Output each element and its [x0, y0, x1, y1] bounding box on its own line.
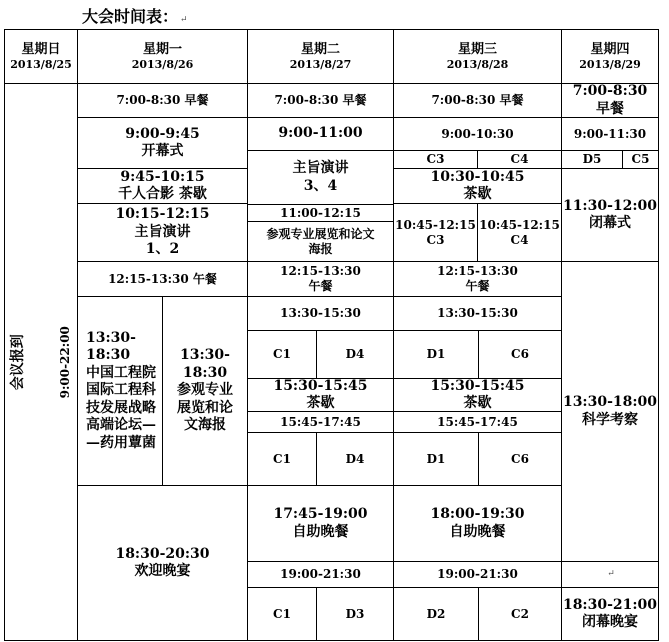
header-monday: 星期一 2013/8/26: [77, 29, 248, 84]
tuesday-buffet-dinner: 17:45-19:00 自助晚餐: [247, 485, 394, 562]
thursday-breakfast: 7:00-8:30 早餐: [561, 83, 659, 118]
wednesday-session3-d1: D1: [393, 330, 479, 379]
monday-exhibition: 13:30-18:30 参观专业 展览和论 文海报: [162, 296, 248, 486]
wednesday-session1-c3: C3: [393, 150, 478, 169]
tuesday-session1-d4: D4: [316, 330, 394, 379]
thursday-empty-slot: ↵: [561, 561, 659, 588]
wednesday-session1-c4: C4: [477, 150, 562, 169]
monday-lunch: 12:15-13:30 午餐: [77, 261, 248, 297]
wednesday-session4-d1: D1: [393, 432, 479, 486]
wednesday-buffet-dinner: 18:00-19:30 自助晚餐: [393, 485, 562, 562]
wednesday-session5-d2: D2: [393, 587, 479, 641]
wednesday-session4-c6: C6: [478, 432, 562, 486]
tuesday-session2-d4: D4: [316, 432, 394, 486]
tuesday-session1-c1: C1: [247, 330, 317, 379]
tuesday-session2-time: 15:45-17:45: [247, 411, 394, 433]
tuesday-session3-c1: C1: [247, 587, 317, 641]
wednesday-session2-c3: 10:45-12:15 C3: [393, 203, 478, 262]
monday-welcome-banquet: 18:30-20:30 欢迎晚宴: [77, 485, 248, 641]
tuesday-keynote: 主旨演讲 3、4: [247, 150, 394, 205]
monday-opening: 9:00-9:45 开幕式: [77, 117, 248, 169]
thursday-closing: 11:30-12:00 闭幕式: [561, 168, 659, 262]
wednesday-lunch: 12:15-13:30 午餐: [393, 261, 562, 297]
tuesday-exhibition-time: 11:00-12:15: [247, 204, 394, 222]
thursday-science-tour: 13:30-18:00 科学考察: [561, 261, 659, 562]
tuesday-session1-time: 13:30-15:30: [247, 296, 394, 331]
wednesday-session3-time: 13:30-15:30: [393, 296, 562, 331]
wednesday-session2-c4: 10:45-12:15 C4: [477, 203, 562, 262]
header-thursday: 星期四 2013/8/29: [561, 29, 659, 84]
thursday-closing-banquet: 18:30-21:00 闭幕晚宴: [561, 587, 659, 641]
tuesday-tea-break: 15:30-15:45 茶歇: [247, 378, 394, 412]
tuesday-session3-time: 19:00-21:30: [247, 561, 394, 588]
monday-photo-tea: 9:45-10:15 千人合影 茶歇: [77, 168, 248, 204]
monday-keynote: 10:15-12:15 主旨演讲 1、2: [77, 203, 248, 262]
wednesday-session4-time: 15:45-17:45: [393, 411, 562, 433]
wednesday-session3-c6: C6: [478, 330, 562, 379]
wednesday-session5-time: 19:00-21:30: [393, 561, 562, 588]
header-wednesday: 星期三 2013/8/28: [393, 29, 562, 84]
wednesday-session5-c2: C2: [478, 587, 562, 641]
tuesday-session2-c1: C1: [247, 432, 317, 486]
page-title: 大会时间表： ↵: [82, 7, 188, 26]
tuesday-exhibition: 参观专业展览和论文 海报: [247, 221, 394, 262]
tuesday-breakfast: 7:00-8:30 早餐: [247, 83, 394, 118]
header-tuesday: 星期二 2013/8/27: [247, 29, 394, 84]
tuesday-session3-d3: D3: [316, 587, 394, 641]
wednesday-breakfast: 7:00-8:30 早餐: [393, 83, 562, 118]
sunday-registration: 会议报到 9:00-22:00: [4, 83, 78, 641]
header-sunday: 星期日 2013/8/25: [4, 29, 78, 84]
wednesday-session1-time: 9:00-10:30: [393, 117, 562, 151]
thursday-session1-time: 9:00-11:30: [561, 117, 659, 151]
thursday-session1-c5: C5: [622, 150, 659, 169]
monday-forum: 13:30-18:30 中国工程院 国际工程科 技发展战略 高端论坛— —药用蕈菌: [77, 296, 163, 486]
wednesday-tea-break: 10:30-10:45 茶歇: [393, 168, 562, 204]
monday-breakfast: 7:00-8:30 早餐: [77, 83, 248, 118]
tuesday-lunch: 12:15-13:30 午餐: [247, 261, 394, 297]
thursday-session1-d5: D5: [561, 150, 623, 169]
tuesday-morning-time: 9:00-11:00: [247, 117, 394, 151]
wednesday-tea-break-2: 15:30-15:45 茶歇: [393, 378, 562, 412]
